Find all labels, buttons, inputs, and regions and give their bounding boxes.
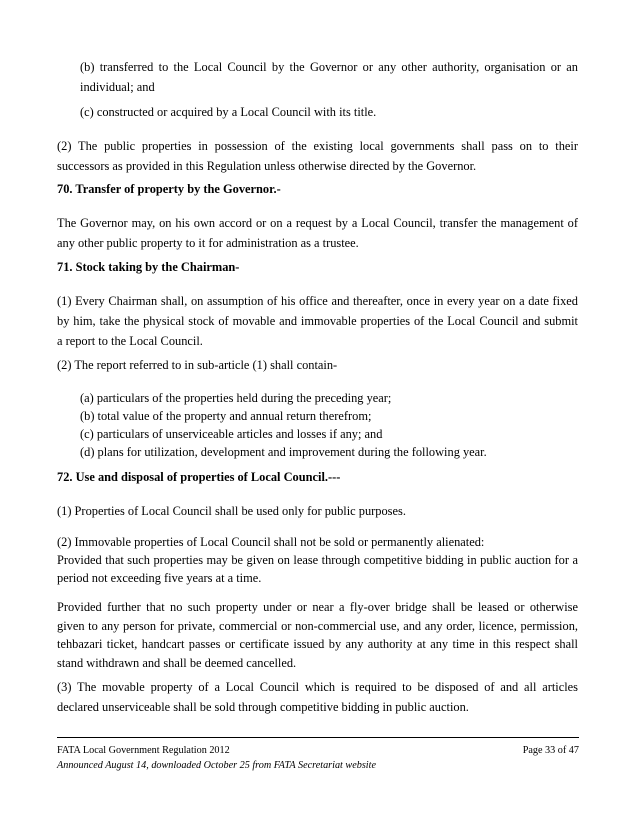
page-number: Page 33 of 47 — [522, 745, 579, 756]
list-71 — [80, 389, 578, 461]
text-line: (3) The movable property of a Local Council which is required to be disposed of and all articles — [57, 680, 578, 694]
text-line: (2) The public properties in possession of the existing local governments shall pass on to their — [57, 139, 578, 153]
text-line: successors as provided in this Regulation unless otherwise directed by the Governor. — [57, 159, 477, 173]
text-line: individual; and — [80, 80, 155, 94]
text-line: period not exceeding five years at a time. — [57, 571, 262, 585]
clause-c — [80, 102, 578, 122]
text-line: Provided that such properties may be given on lease through competitive bidding in public auction for a — [57, 553, 578, 567]
list-item: (d) plans for utilization, development and improvement during the following year. — [80, 445, 487, 459]
text-line: The Governor may, on his own accord or on a request by a Local Council, transfer the management of — [57, 216, 578, 230]
footer-note: Announced August 14, downloaded October 25 from FATA Secretariat website — [57, 760, 376, 771]
footer-divider — [57, 737, 579, 738]
section-72-proviso — [57, 598, 578, 672]
text-line: declared unserviceable shall be sold through competitive bidding in public auction. — [57, 700, 469, 714]
text-line: (c) constructed or acquired by a Local Council with its title. — [80, 105, 377, 119]
text-line: (1) Properties of Local Council shall be used only for public purposes. — [57, 504, 406, 518]
footer-title: FATA Local Government Regulation 2012 — [57, 745, 230, 756]
heading-text: 71. Stock taking by the Chairman- — [57, 260, 240, 274]
text-line: stand withdrawn and shall be deemed cancelled. — [57, 655, 297, 670]
text-line: (1) Every Chairman shall, on assumption of his office and thereafter, once in every year on a date fixed — [57, 294, 578, 308]
heading-70 — [57, 179, 281, 199]
section-70 — [57, 213, 578, 253]
text-line: Provided further that no such property under or near a fly-over bridge shall be leased or otherwise — [57, 600, 578, 614]
text-line: (b) transferred to the Local Council by the Governor or any other authority, organisation or an — [80, 60, 578, 74]
text-line: tehbazari ticket, handcart passes or certificate issued by any authority at any time in this respect shall — [57, 637, 578, 651]
text-line: a report to the Local Council. — [57, 334, 203, 348]
text-line: any other public property to it for administration as a trustee. — [57, 236, 359, 250]
text-line: by him, take the physical stock of movable and immovable properties of the Local Council and submit — [57, 314, 578, 328]
list-item: (a) particulars of the properties held during the preceding year; — [80, 391, 392, 405]
heading-72 — [57, 467, 340, 487]
heading-text: 72. Use and disposal of properties of Local Council.--- — [57, 470, 341, 484]
section-72-1 — [57, 501, 578, 521]
heading-text: 70. Transfer of property by the Governor.- — [57, 182, 281, 196]
section-72-3 — [57, 677, 578, 717]
list-item: (c) particulars of unserviceable articles and losses if any; and — [80, 427, 383, 441]
text-line: given to any person for private, commercial or non-commercial use, and any order, licence, permission, — [57, 618, 578, 633]
section-69-2 — [57, 136, 578, 176]
section-72-2 — [57, 533, 578, 587]
heading-71 — [57, 257, 239, 277]
list-item: (b) total value of the property and annual return therefrom; — [80, 409, 372, 423]
clause-b — [80, 57, 578, 97]
section-71-1 — [57, 291, 578, 351]
footer — [57, 743, 579, 773]
text-line: (2) Immovable properties of Local Council shall not be sold or permanently alienated: — [57, 535, 485, 549]
section-71-2 — [57, 355, 578, 375]
text-line: (2) The report referred to in sub-article (1) shall contain- — [57, 358, 338, 372]
